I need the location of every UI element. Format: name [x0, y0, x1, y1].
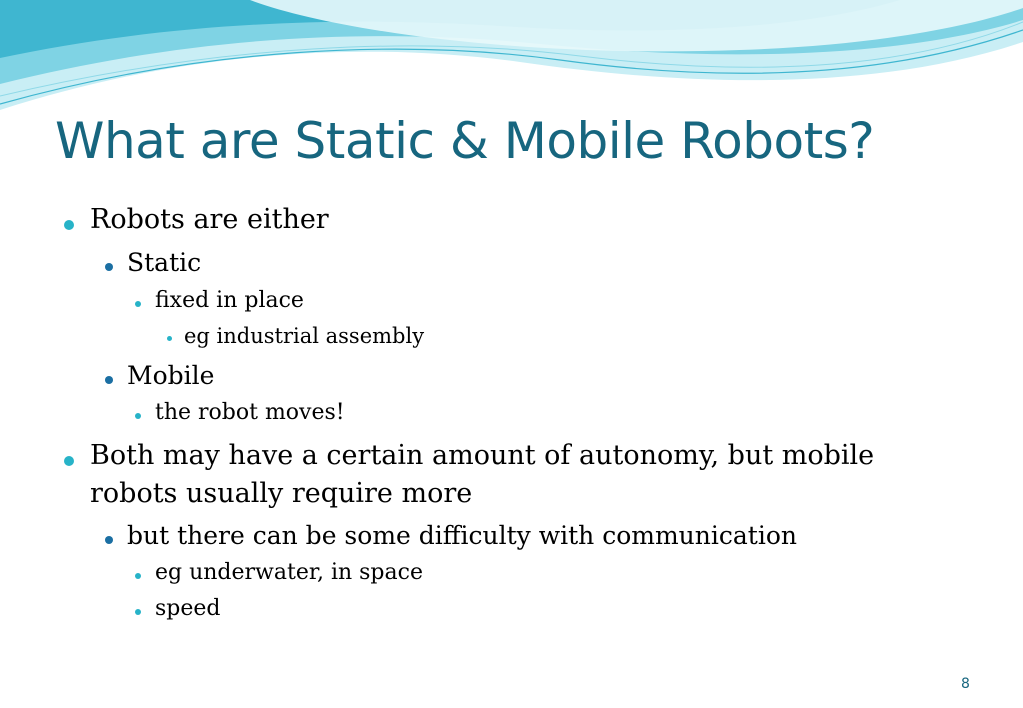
- bullet-text-level-3: the robot moves!: [155, 400, 345, 425]
- bullet-marker-icon: [167, 336, 172, 341]
- bullet-text-level-2: but there can be some difficulty with communication: [127, 521, 797, 550]
- bullet-text-level-2: Mobile: [127, 361, 215, 390]
- bullet-text-level-1: robots usually require more: [90, 478, 473, 509]
- bullet-marker-icon: [135, 609, 141, 615]
- bullet-marker-icon: [64, 220, 74, 230]
- bullet-marker-icon: [105, 376, 113, 384]
- bullet-marker-icon: [64, 456, 74, 466]
- bullet-marker-icon: [135, 573, 141, 579]
- bullet-text-level-3: fixed in place: [155, 288, 304, 313]
- slide-title: What are Static & Mobile Robots?: [55, 112, 875, 170]
- bullet-marker-icon: [135, 301, 141, 307]
- slide-number: 8: [961, 676, 970, 692]
- bullet-text-level-4: eg industrial assembly: [184, 324, 425, 348]
- bullet-text-level-1: Robots are either: [90, 204, 329, 235]
- bullet-text-level-3: eg underwater, in space: [155, 560, 423, 585]
- bullet-marker-icon: [105, 263, 113, 271]
- bullet-marker-icon: [105, 536, 113, 544]
- bullet-text-level-2: Static: [127, 248, 202, 277]
- bullet-text-level-1: Both may have a certain amount of autonomy, but mobile: [90, 440, 875, 471]
- bullet-marker-icon: [135, 413, 141, 419]
- bullet-text-level-3: speed: [155, 596, 221, 621]
